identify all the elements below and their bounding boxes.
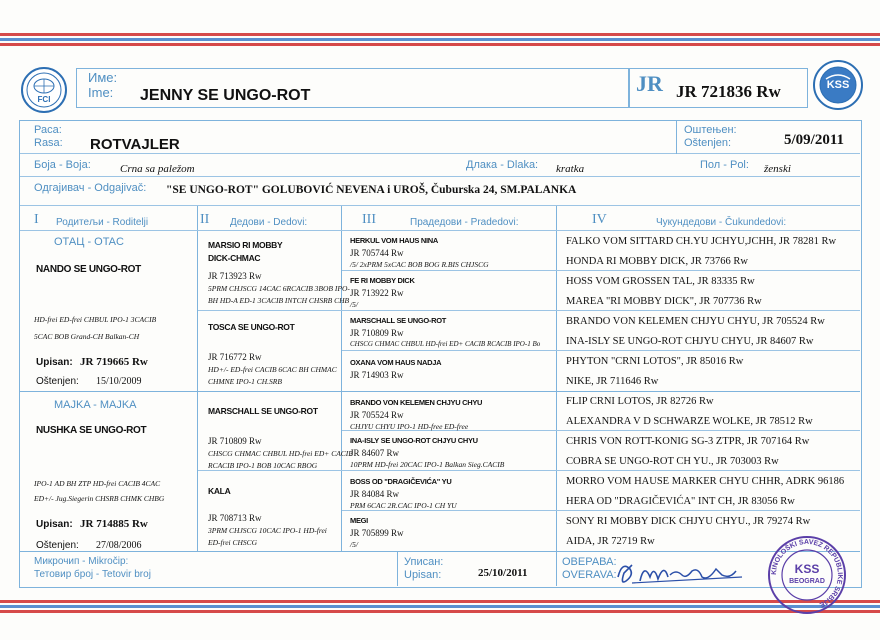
gp-name-2a: TOSCA SE UNGO-ROT: [208, 322, 295, 332]
gg-grandparent-4: MAREA "RI MOBBY DICK", JR 707736 Rw: [566, 296, 762, 307]
entered-value: 25/10/2011: [478, 567, 528, 579]
breed-label-cyr: Раса:: [34, 124, 62, 136]
ggp-name-8: MEGI: [350, 516, 368, 525]
ggp-reg-7: JR 84084 Rw: [350, 489, 400, 499]
footer-divider-2: [556, 552, 557, 586]
ggp-titles-3: CHSCG CHMAC CHBUL HD-frei ED+ CACIB RCACIB IPO-1 Bo: [350, 340, 541, 348]
gp-name-1a: MARSIO RI MOBBY: [208, 240, 283, 250]
whelped-label-cyr: Оштењен:: [684, 124, 737, 136]
whelped-label-lat: Oštenjen:: [684, 137, 732, 149]
mother-upisan: JR 714885 Rw: [80, 518, 148, 530]
top-red-stripe: [0, 33, 880, 36]
dog-name: JENNY SE UNGO-ROT: [140, 87, 311, 104]
ggp-divider-2: [342, 310, 557, 311]
coat-value: kratka: [556, 163, 585, 175]
father-titles-2: 5CAC BOB Grand-CH Balkan-CH: [34, 332, 140, 341]
gg-grandparent-2: HONDA RI MOBBY DICK, JR 73766 Rw: [566, 256, 748, 267]
ggp-reg-5: JR 705524 Rw: [350, 410, 404, 420]
ggp-divider-3: [342, 350, 557, 351]
gp-divider-2: [198, 470, 342, 471]
gg-grandparent-11: CHRIS VON ROTT-KONIG SG-3 ZTPR, JR 707164 Rw: [566, 436, 810, 447]
grandparent-2: [208, 322, 337, 386]
fci-logo: [20, 66, 68, 114]
gg-row-line-10: [557, 430, 860, 431]
ggp-titles-5: CHJYU CHYU IPO-1 HD-free ED-free: [350, 422, 469, 431]
footer-divider-1: [397, 552, 398, 586]
father-upisan: JR 719665 Rw: [80, 356, 148, 368]
certified-label-2: OVERAVA:: [562, 569, 617, 581]
info-divider-1: [20, 153, 860, 154]
grandparent-1: [208, 240, 350, 305]
coat-label: Длака - Dlaka:: [466, 159, 539, 171]
name-label-lat: Ime:: [88, 85, 114, 100]
col1-title: Родитељи - Roditelji: [56, 217, 149, 228]
gg-grandparent-5: BRANDO VON KELEMEN CHJYU CHYU, JR 705524 Rw: [566, 316, 825, 327]
stamp-text: KSS: [794, 562, 820, 576]
great-grandparent-1: [350, 236, 489, 269]
breed-label-lat: Rasa:: [34, 137, 63, 149]
col4-num: IV: [592, 212, 607, 227]
father-titles-1: HD-frei ED-frei CHBUL IPO-1 3CACIB: [34, 315, 157, 324]
gg-row-line-2: [557, 270, 860, 271]
top-red-stripe-2: [0, 43, 880, 46]
ggp-name-1: HERKUL VOM HAUS NINA: [350, 236, 439, 245]
gp-reg-4: JR 708713 Rw: [208, 513, 262, 523]
gp-divider-1: [198, 310, 342, 311]
gp-titles-2b: CHMNE IPO-1 CH.SRB: [208, 377, 282, 386]
ggp-reg-1: JR 705744 Rw: [350, 248, 404, 258]
whelped-divider: [676, 120, 677, 154]
father-label: ОТАЦ - OTAC: [54, 236, 124, 248]
gp-reg-2: JR 716772 Rw: [208, 352, 262, 362]
ggp-reg-2: JR 713922 Rw: [350, 288, 404, 298]
mother-titles-2: ED+/- Jug.Siegerin CHSRB CHMK CHBG: [34, 494, 165, 503]
kss-logo-text: KSS: [826, 79, 850, 91]
gg-grandparent-6: INA-ISLY SE UNGO-ROT CHJYU CHYU, JR 84607 Rw: [566, 336, 814, 347]
gp-titles-1b: BH HD-A ED-1 3CACIB INTCH CHSRB CHB: [208, 296, 350, 305]
gg-grandparent-13: MORRO VOM HAUSE MARKER CHYU CHHR, ADRK 96186: [566, 476, 845, 487]
gg-grandparent-8: NIKE, JR 711646 Rw: [566, 376, 659, 387]
great-grandparent-2: [350, 276, 415, 309]
great-grandparent-3: [350, 316, 540, 348]
breed-value: ROTVAJLER: [90, 136, 180, 153]
col3-title: Прадедови - Pradedovi:: [410, 217, 519, 228]
mother-upisan-label: Upisan:: [36, 519, 73, 530]
gp-titles-4b: ED-frei CHSCG: [208, 538, 258, 547]
top-blue-stripe: [0, 38, 880, 41]
gp-name-3a: MARSCHALL SE UNGO-ROT: [208, 406, 318, 416]
gg-grandparents-list: [566, 236, 858, 556]
gp-titles-4a: 3PRM CHJSCG 10CAC IPO-1 HD-frei: [208, 526, 327, 535]
certified-label-1: ОВЕРАВА:: [562, 556, 617, 568]
gg-row-line-14: [557, 510, 860, 511]
gg-grandparent-15: SONY RI MOBBY DICK CHJYU CHYU., JR 79274 Rw: [566, 516, 811, 527]
name-label-cyr: Име:: [88, 70, 118, 85]
gg-grandparent-10: ALEXANDRA V D SCHWARZE WOLKE, JR 78512 Rw: [566, 416, 813, 427]
father-upisan-label: Upisan:: [36, 357, 73, 368]
ggp-titles-7: PRM 6CAC 2R.CAC IPO-1 CH YU: [350, 501, 457, 510]
chip-label-1: Микрочип - Mikročip:: [34, 556, 129, 567]
father-ostenjen-label: Oštenjen:: [36, 376, 79, 387]
gp-reg-1: JR 713923 Rw: [208, 271, 262, 281]
entered-label-2: Upisan:: [404, 569, 442, 581]
mother-ostenjen-label: Oštenjen:: [36, 540, 79, 551]
great-grandparent-5: [350, 398, 482, 431]
gp-name-4a: KALA: [208, 486, 231, 496]
ggp-reg-6: JR 84607 Rw: [350, 448, 400, 458]
gg-row-line-12: [557, 470, 860, 471]
col-divider-3: [556, 206, 557, 551]
gp-titles-1a: 5PRM CHJSCG 14CAC 6RCACIB 3BOB IPO-: [208, 284, 350, 293]
whelped-value: 5/09/2011: [784, 132, 845, 148]
great-grandparent-7: [350, 477, 457, 510]
color-value: Crna sa paležom: [120, 163, 195, 175]
father-name: NANDO SE UNGO-ROT: [36, 264, 141, 275]
info-divider-3: [20, 205, 860, 206]
gg-row-line-6: [557, 350, 860, 351]
ggp-name-6: INA-ISLY SE UNGO-ROT CHJYU CHYU: [350, 436, 478, 445]
col3-num: III: [362, 212, 376, 227]
info-divider-2: [20, 176, 860, 177]
col2-num: II: [200, 212, 210, 227]
ggp-name-7: BOSS OD "DRAGIČEVIĆA" YU: [350, 477, 452, 486]
ggp-name-5: BRANDO VON KELEMEN CHJYU CHYU: [350, 398, 483, 407]
grandparent-3: [208, 406, 353, 470]
kss-logo: [812, 59, 864, 111]
reg-prefix: JR: [636, 71, 663, 96]
ggp-divider-7: [342, 510, 557, 511]
bottom-red-stripe: [0, 600, 880, 603]
gg-grandparent-9: FLIP CRNI LOTOS, JR 82726 Rw: [566, 396, 714, 407]
sex-label: Пол - Pol:: [700, 159, 749, 171]
mother-name: NUSHKA SE UNGO-ROT: [36, 425, 147, 436]
header-row-divider: [20, 230, 860, 231]
ggp-divider-1: [342, 270, 557, 271]
gg-grandparent-12: COBRA SE UNGO-ROT CH YU., JR 703003 Rw: [566, 456, 779, 467]
ggp-titles-2: /5/: [350, 300, 358, 309]
col-divider-1: [197, 206, 198, 551]
ggp-titles-6: 10PRM HD-frei 20CAC IPO-1 Balkan Sieg.CACIB: [350, 460, 505, 469]
mother-titles-1: IPO-1 AD BH ZTP HD-frei CACIB 4CAC: [34, 479, 161, 488]
gg-grandparent-16: AIDA, JR 72719 Rw: [566, 536, 655, 547]
signature: [612, 555, 762, 589]
ggp-divider-6: [342, 470, 557, 471]
gp-reg-3: JR 710809 Rw: [208, 436, 262, 446]
col4-title: Чукундедови - Čukundedovi:: [656, 217, 787, 228]
gg-grandparent-14: HERA OD "DRAGIČEVIĆA" INT CH, JR 83056 Rw: [566, 496, 795, 507]
color-label: Боја - Boja:: [34, 159, 91, 171]
ggp-titles-1: /5/ 2xPRM 5xCAC BOB BOG R.BIS CHJSCG: [350, 260, 489, 269]
ggp-reg-8: JR 705899 Rw: [350, 528, 404, 538]
ggp-name-3: MARSCHALL SE UNGO-ROT: [350, 316, 447, 325]
gp-titles-2a: HD+/- ED-frei CACIB 6CAC BH CHMAC: [208, 365, 337, 374]
gp-titles-3a: CHSCG CHMAC CHBUL HD-frei ED+ CACIB: [208, 449, 353, 458]
great-grandparent-6: [350, 436, 504, 469]
gg-grandparent-1: FALKO VOM SITTARD CH.YU JCHYU,JCHH, JR 78281 Rw: [566, 236, 837, 247]
fci-logo-text: FCI: [37, 95, 51, 104]
great-grandparent-8: [350, 516, 404, 549]
gp-name-1b: DICK-CHMAC: [208, 253, 261, 263]
mother-ostenjen: 27/08/2006: [96, 540, 142, 551]
ggp-name-4: OXANA VOM HAUS NADJA: [350, 358, 442, 367]
gg-grandparent-7: PHYTON "CRNI LOTOS", JR 85016 Rw: [566, 356, 744, 367]
breeder-label: Одгајивач - Odgajivač:: [34, 182, 147, 194]
gp-titles-3b: RCACIB IPO-1 BOB 10CAC RBOG: [208, 461, 318, 470]
ggp-name-2: FE RI MOBBY DICK: [350, 276, 415, 285]
reg-number: JR 721836 Rw: [676, 82, 781, 101]
mother-label: MAJKA - MAJKA: [54, 399, 137, 411]
grandparent-4: [208, 486, 327, 547]
sex-value: ženski: [764, 163, 791, 175]
stamp-ring-text: KINOLOŠKI SAVEZ REPUBLIKE SRBIJE: [770, 538, 844, 609]
stamp-city: BEOGRAD: [789, 578, 825, 585]
gg-grandparent-3: HOSS VOM GROSSEN TAL, JR 83335 Rw: [566, 276, 755, 287]
bottom-blue-stripe: [0, 605, 880, 608]
chip-label-2: Тетовир број - Tetovir broj: [34, 569, 151, 580]
entered-label-1: Уписан:: [404, 556, 444, 568]
kss-stamp: [766, 534, 848, 616]
gg-row-line-4: [557, 310, 860, 311]
father-ostenjen: 15/10/2009: [96, 376, 142, 387]
col2-title: Дедови - Dedovi:: [230, 217, 308, 228]
breeder-value: "SE UNGO-ROT" GOLUBOVIĆ NEVENA i UROŠ, Čuburska 24, SM.PALANKA: [166, 184, 577, 196]
bottom-red-stripe-2: [0, 610, 880, 613]
ggp-reg-4: JR 714903 Rw: [350, 370, 404, 380]
ggp-titles-8: /5/: [350, 540, 358, 549]
col1-num: I: [34, 212, 39, 227]
great-grandparent-4: [350, 358, 441, 380]
ggp-reg-3: JR 710809 Rw: [350, 328, 404, 338]
